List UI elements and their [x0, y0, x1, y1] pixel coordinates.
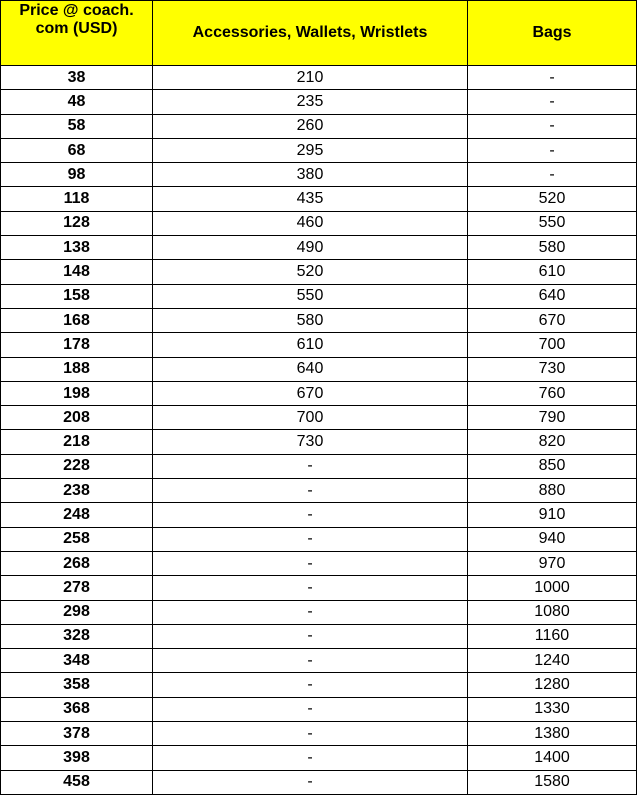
price-cell: 148: [1, 260, 153, 284]
table-row: [1, 722, 637, 746]
table-row: [1, 381, 637, 405]
table-row: [1, 163, 637, 187]
accessories-cell: 460: [153, 211, 468, 235]
header-bags: Bags: [468, 1, 637, 66]
table-row: [1, 236, 637, 260]
accessories-cell: 520: [153, 260, 468, 284]
table-row: [1, 576, 637, 600]
header-accessories: Accessories, Wallets, Wristlets: [153, 1, 468, 66]
price-cell: 378: [1, 722, 153, 746]
accessories-cell: 435: [153, 187, 468, 211]
price-cell: 458: [1, 770, 153, 794]
price-cell: 248: [1, 503, 153, 527]
bags-cell: 1000: [468, 576, 637, 600]
bags-cell: -: [468, 90, 637, 114]
table-row: [1, 430, 637, 454]
bags-cell: 1160: [468, 624, 637, 648]
table-row: [1, 503, 637, 527]
table-row: [1, 600, 637, 624]
bags-cell: 1400: [468, 746, 637, 770]
accessories-cell: 295: [153, 138, 468, 162]
bags-cell: 970: [468, 551, 637, 575]
price-cell: 198: [1, 381, 153, 405]
table-row: [1, 406, 637, 430]
price-cell: 328: [1, 624, 153, 648]
bags-cell: 1280: [468, 673, 637, 697]
bags-cell: 1240: [468, 649, 637, 673]
table-row: [1, 357, 637, 381]
header-price: [1, 1, 153, 66]
accessories-cell: -: [153, 673, 468, 697]
table-row: [1, 527, 637, 551]
price-cell: 258: [1, 527, 153, 551]
accessories-cell: -: [153, 527, 468, 551]
accessories-cell: 260: [153, 114, 468, 138]
table-row: [1, 746, 637, 770]
price-cell: 228: [1, 454, 153, 478]
accessories-cell: -: [153, 454, 468, 478]
accessories-cell: -: [153, 479, 468, 503]
price-cell: 38: [1, 66, 153, 90]
bags-cell: 1580: [468, 770, 637, 794]
accessories-cell: 640: [153, 357, 468, 381]
table-row: [1, 479, 637, 503]
accessories-cell: -: [153, 746, 468, 770]
price-cell: 118: [1, 187, 153, 211]
accessories-cell: -: [153, 722, 468, 746]
accessories-cell: 490: [153, 236, 468, 260]
table-row: [1, 551, 637, 575]
price-cell: 168: [1, 308, 153, 332]
bags-cell: 880: [468, 479, 637, 503]
accessories-cell: -: [153, 600, 468, 624]
accessories-cell: 730: [153, 430, 468, 454]
accessories-cell: -: [153, 551, 468, 575]
accessories-cell: -: [153, 503, 468, 527]
bags-cell: 940: [468, 527, 637, 551]
table-row: [1, 138, 637, 162]
bags-cell: -: [468, 138, 637, 162]
table-header: [1, 1, 637, 66]
bags-cell: 790: [468, 406, 637, 430]
price-cell: 48: [1, 90, 153, 114]
bags-cell: 1330: [468, 697, 637, 721]
table-row: [1, 454, 637, 478]
table-row: [1, 333, 637, 357]
table-row: [1, 187, 637, 211]
bags-cell: 1380: [468, 722, 637, 746]
bags-cell: 730: [468, 357, 637, 381]
bags-cell: 550: [468, 211, 637, 235]
price-cell: 268: [1, 551, 153, 575]
bags-cell: 910: [468, 503, 637, 527]
accessories-cell: 210: [153, 66, 468, 90]
price-cell: 58: [1, 114, 153, 138]
accessories-cell: 580: [153, 308, 468, 332]
accessories-cell: -: [153, 649, 468, 673]
table-row: [1, 308, 637, 332]
table-row: [1, 770, 637, 794]
price-cell: 208: [1, 406, 153, 430]
table-row: [1, 66, 637, 90]
bags-cell: 1080: [468, 600, 637, 624]
bags-cell: 520: [468, 187, 637, 211]
bags-cell: 580: [468, 236, 637, 260]
price-cell: 398: [1, 746, 153, 770]
bags-cell: 700: [468, 333, 637, 357]
bags-cell: -: [468, 66, 637, 90]
bags-cell: 670: [468, 308, 637, 332]
price-cell: 298: [1, 600, 153, 624]
bags-cell: -: [468, 163, 637, 187]
table-row: [1, 697, 637, 721]
price-cell: 68: [1, 138, 153, 162]
price-cell: 238: [1, 479, 153, 503]
price-cell: 278: [1, 576, 153, 600]
accessories-cell: 550: [153, 284, 468, 308]
price-cell: 188: [1, 357, 153, 381]
bags-cell: 850: [468, 454, 637, 478]
table-row: [1, 673, 637, 697]
price-cell: 138: [1, 236, 153, 260]
accessories-cell: -: [153, 697, 468, 721]
price-cell: 178: [1, 333, 153, 357]
header-price-label: Price @ coach. com (USD): [19, 2, 134, 37]
table-row: [1, 624, 637, 648]
bags-cell: 820: [468, 430, 637, 454]
accessories-cell: 235: [153, 90, 468, 114]
accessories-cell: 700: [153, 406, 468, 430]
price-cell: 348: [1, 649, 153, 673]
accessories-cell: -: [153, 576, 468, 600]
table-body: [1, 66, 637, 795]
price-cell: 158: [1, 284, 153, 308]
price-cell: 358: [1, 673, 153, 697]
table-row: [1, 284, 637, 308]
table-row: [1, 90, 637, 114]
bags-cell: -: [468, 114, 637, 138]
price-cell: 98: [1, 163, 153, 187]
accessories-cell: -: [153, 624, 468, 648]
price-cell: 368: [1, 697, 153, 721]
table-row: [1, 114, 637, 138]
accessories-cell: 610: [153, 333, 468, 357]
bags-cell: 610: [468, 260, 637, 284]
header-row: [1, 1, 637, 66]
price-cell: 218: [1, 430, 153, 454]
table-row: [1, 260, 637, 284]
accessories-cell: 670: [153, 381, 468, 405]
table-row: [1, 211, 637, 235]
accessories-cell: 380: [153, 163, 468, 187]
bags-cell: 760: [468, 381, 637, 405]
bags-cell: 640: [468, 284, 637, 308]
price-cell: 128: [1, 211, 153, 235]
table-row: [1, 649, 637, 673]
accessories-cell: -: [153, 770, 468, 794]
